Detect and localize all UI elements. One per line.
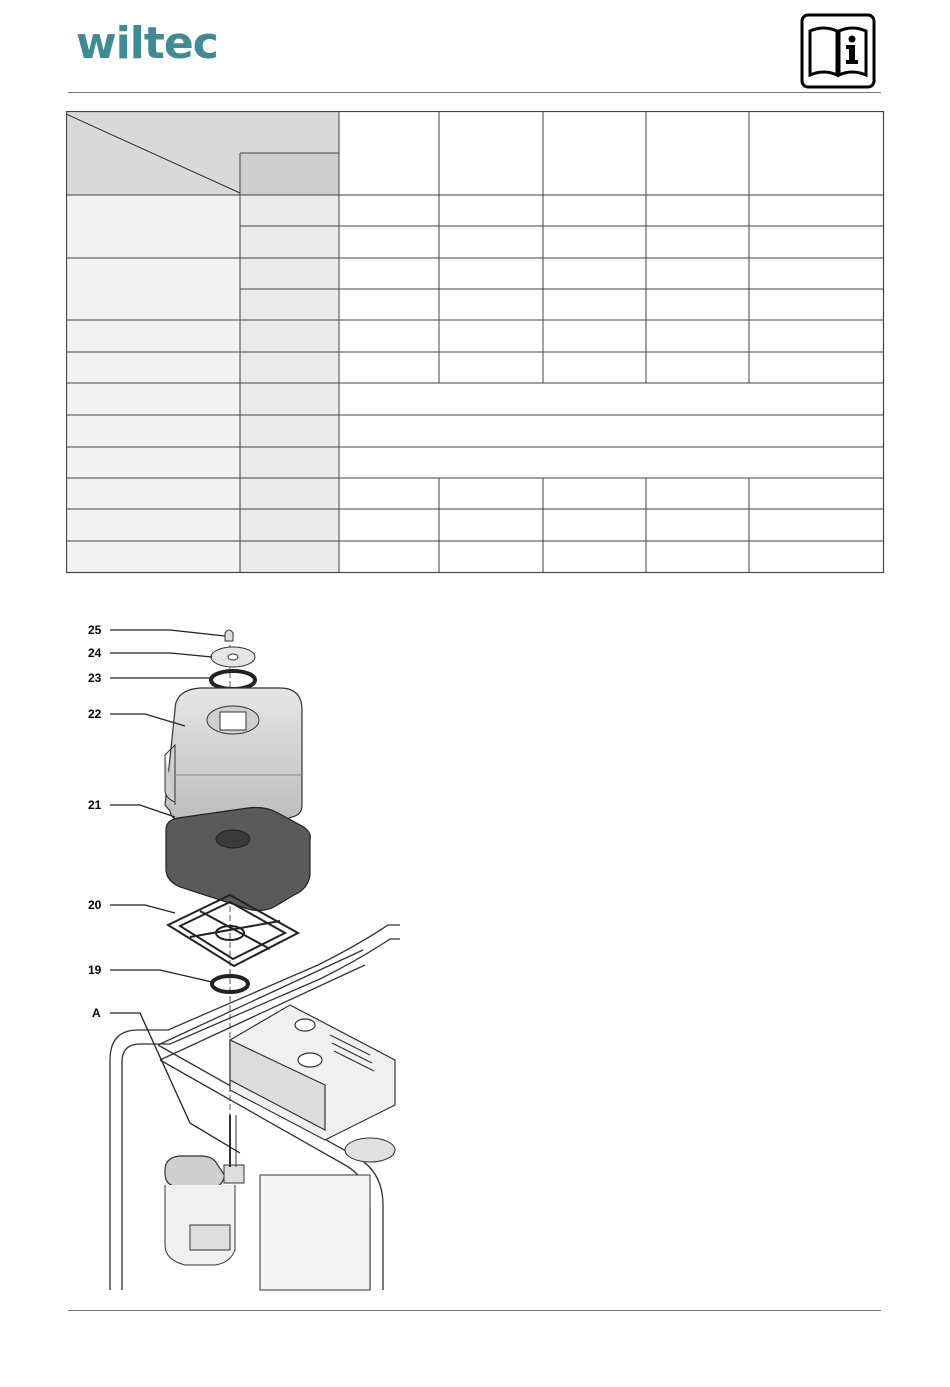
callout-label: 23 (88, 671, 102, 685)
filter-cover (165, 688, 302, 821)
filter-base (165, 1115, 395, 1290)
foam-filter-element (166, 808, 310, 911)
book-info-icon (800, 13, 876, 89)
callout-label: 24 (88, 646, 102, 660)
header-rule (68, 92, 881, 93)
brand-logo: wiltec (76, 18, 218, 69)
wing-nut (225, 630, 233, 641)
air-filter-exploded-diagram (80, 615, 400, 1295)
filter-grid-plate (168, 895, 298, 966)
footer-rule (68, 1310, 881, 1311)
callout-label: 21 (88, 798, 102, 812)
callout-label: 20 (88, 898, 102, 912)
table-unit-header (240, 153, 339, 195)
callout-label: A (92, 1006, 101, 1020)
table-unit-column (240, 195, 339, 573)
seal-ring-top (211, 671, 255, 689)
callout-label: 22 (88, 707, 102, 721)
callout-label: 25 (88, 623, 102, 637)
spec-table (66, 111, 886, 574)
callout-label: 19 (88, 963, 102, 977)
engine-cover (230, 1005, 395, 1140)
